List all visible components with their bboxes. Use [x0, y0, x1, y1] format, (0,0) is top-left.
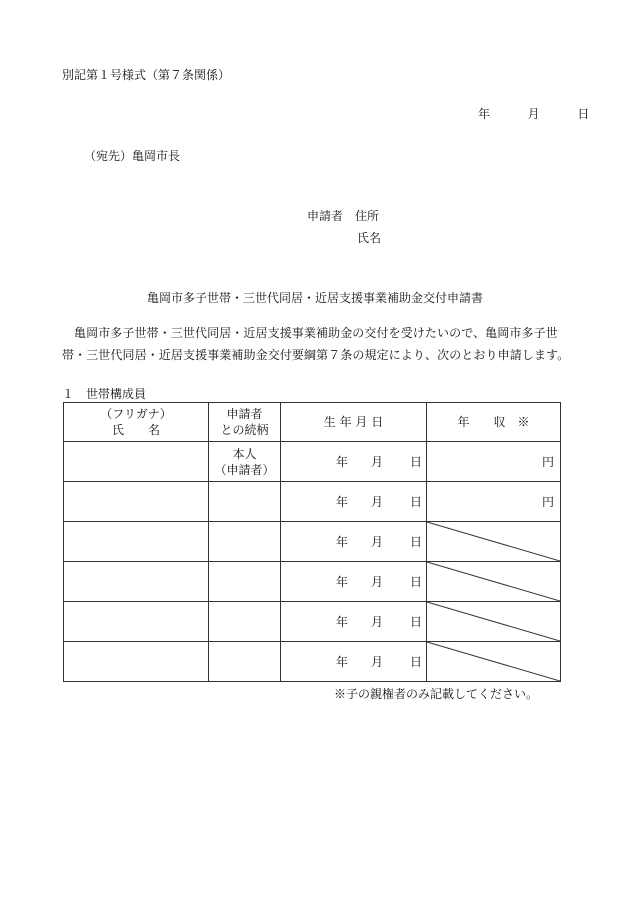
name-cell[interactable] [64, 562, 209, 602]
applicant-block [307, 205, 381, 249]
date-month-label: 月 [527, 107, 540, 121]
table-row [64, 442, 561, 482]
applicant-address-row [307, 205, 381, 227]
header-dob: 生 年 月 日 [281, 403, 427, 442]
footnote: ※子の親権者のみ記載してください。 [334, 687, 539, 701]
table-row [64, 482, 561, 522]
table-row [64, 522, 561, 562]
dob-cell[interactable] [281, 482, 427, 522]
relation-self: 本人 [232, 446, 257, 461]
diagonal-strike [427, 642, 560, 681]
dob-year-unit: 年 [336, 455, 349, 469]
dob-month-unit: 月 [371, 575, 384, 589]
date-line [478, 105, 589, 122]
header-name-label: 氏 名 [111, 423, 160, 437]
dob-month-unit: 月 [371, 455, 384, 469]
document-title: 亀岡市多子世帯・三世代同居・近居支援事業補助金交付申請書 [146, 291, 483, 305]
income-cell-struck [427, 522, 561, 562]
dob-cell[interactable] [281, 642, 427, 682]
header-name-furigana: （フリガナ） [100, 407, 172, 421]
dob-year-unit: 年 [336, 575, 349, 589]
dob-day-unit: 日 [410, 615, 423, 629]
dob-month-unit: 月 [371, 615, 384, 629]
dob-cell[interactable] [281, 442, 427, 482]
relation-self-note: （申請者） [214, 462, 275, 477]
section-heading: １ 世帯構成員 [62, 387, 147, 401]
diagonal-strike [427, 602, 560, 641]
dob-year-unit: 年 [336, 615, 349, 629]
currency-unit: 円 [541, 495, 554, 509]
addressee: （宛先）亀岡市長 [84, 149, 181, 163]
applicant-address-label: 住所 [355, 209, 380, 223]
diagonal-strike [427, 562, 560, 601]
relation-cell[interactable] [209, 602, 281, 642]
dob-cell[interactable] [281, 602, 427, 642]
dob-year-unit: 年 [336, 535, 349, 549]
dob-day-unit: 日 [410, 655, 423, 669]
income-cell[interactable] [427, 442, 561, 482]
table-header-row [64, 403, 561, 442]
name-cell[interactable] [64, 442, 209, 482]
relation-cell[interactable] [209, 562, 281, 602]
household-members-table [63, 402, 561, 682]
income-cell[interactable] [427, 482, 561, 522]
table-row [64, 562, 561, 602]
dob-cell[interactable] [281, 522, 427, 562]
name-cell[interactable] [64, 482, 209, 522]
name-cell[interactable] [64, 602, 209, 642]
dob-cell[interactable] [281, 562, 427, 602]
income-cell-struck [427, 562, 561, 602]
dob-year-unit: 年 [336, 495, 349, 509]
header-name [64, 403, 209, 442]
applicant-role-label: 申請者 [307, 209, 344, 223]
dob-day-unit: 日 [410, 495, 423, 509]
date-year-label: 年 [478, 107, 491, 121]
relation-cell[interactable] [209, 522, 281, 562]
dob-day-unit: 日 [410, 575, 423, 589]
header-relation-line1: 申請者 [226, 407, 263, 421]
dob-year-unit: 年 [336, 655, 349, 669]
header-relation-line2: との続柄 [220, 423, 269, 437]
header-income: 年 収 ※ [427, 403, 561, 442]
dob-day-unit: 日 [410, 535, 423, 549]
income-cell-struck [427, 642, 561, 682]
applicant-name-label: 氏名 [357, 231, 382, 245]
dob-month-unit: 月 [371, 495, 384, 509]
relation-cell [209, 442, 281, 482]
dob-day-unit: 日 [410, 455, 423, 469]
dob-month-unit: 月 [371, 535, 384, 549]
diagonal-strike [427, 522, 560, 561]
name-cell[interactable] [64, 642, 209, 682]
table-row [64, 642, 561, 682]
date-day-label: 日 [577, 107, 590, 121]
relation-cell[interactable] [209, 642, 281, 682]
name-cell[interactable] [64, 522, 209, 562]
income-cell-struck [427, 602, 561, 642]
header-relation [209, 403, 281, 442]
relation-cell[interactable] [209, 482, 281, 522]
table-row [64, 602, 561, 642]
dob-month-unit: 月 [371, 655, 384, 669]
currency-unit: 円 [541, 455, 554, 469]
form-label: 別記第１号様式（第７条関係） [62, 68, 231, 82]
body-paragraph: 亀岡市多子世帯・三世代同居・近居支援事業補助金の交付を受けたいので、亀岡市多子世帯・三世代同居・近居支援事業補助金交付要綱第７条の規定により、次のとおり申請します。 [62, 326, 570, 362]
